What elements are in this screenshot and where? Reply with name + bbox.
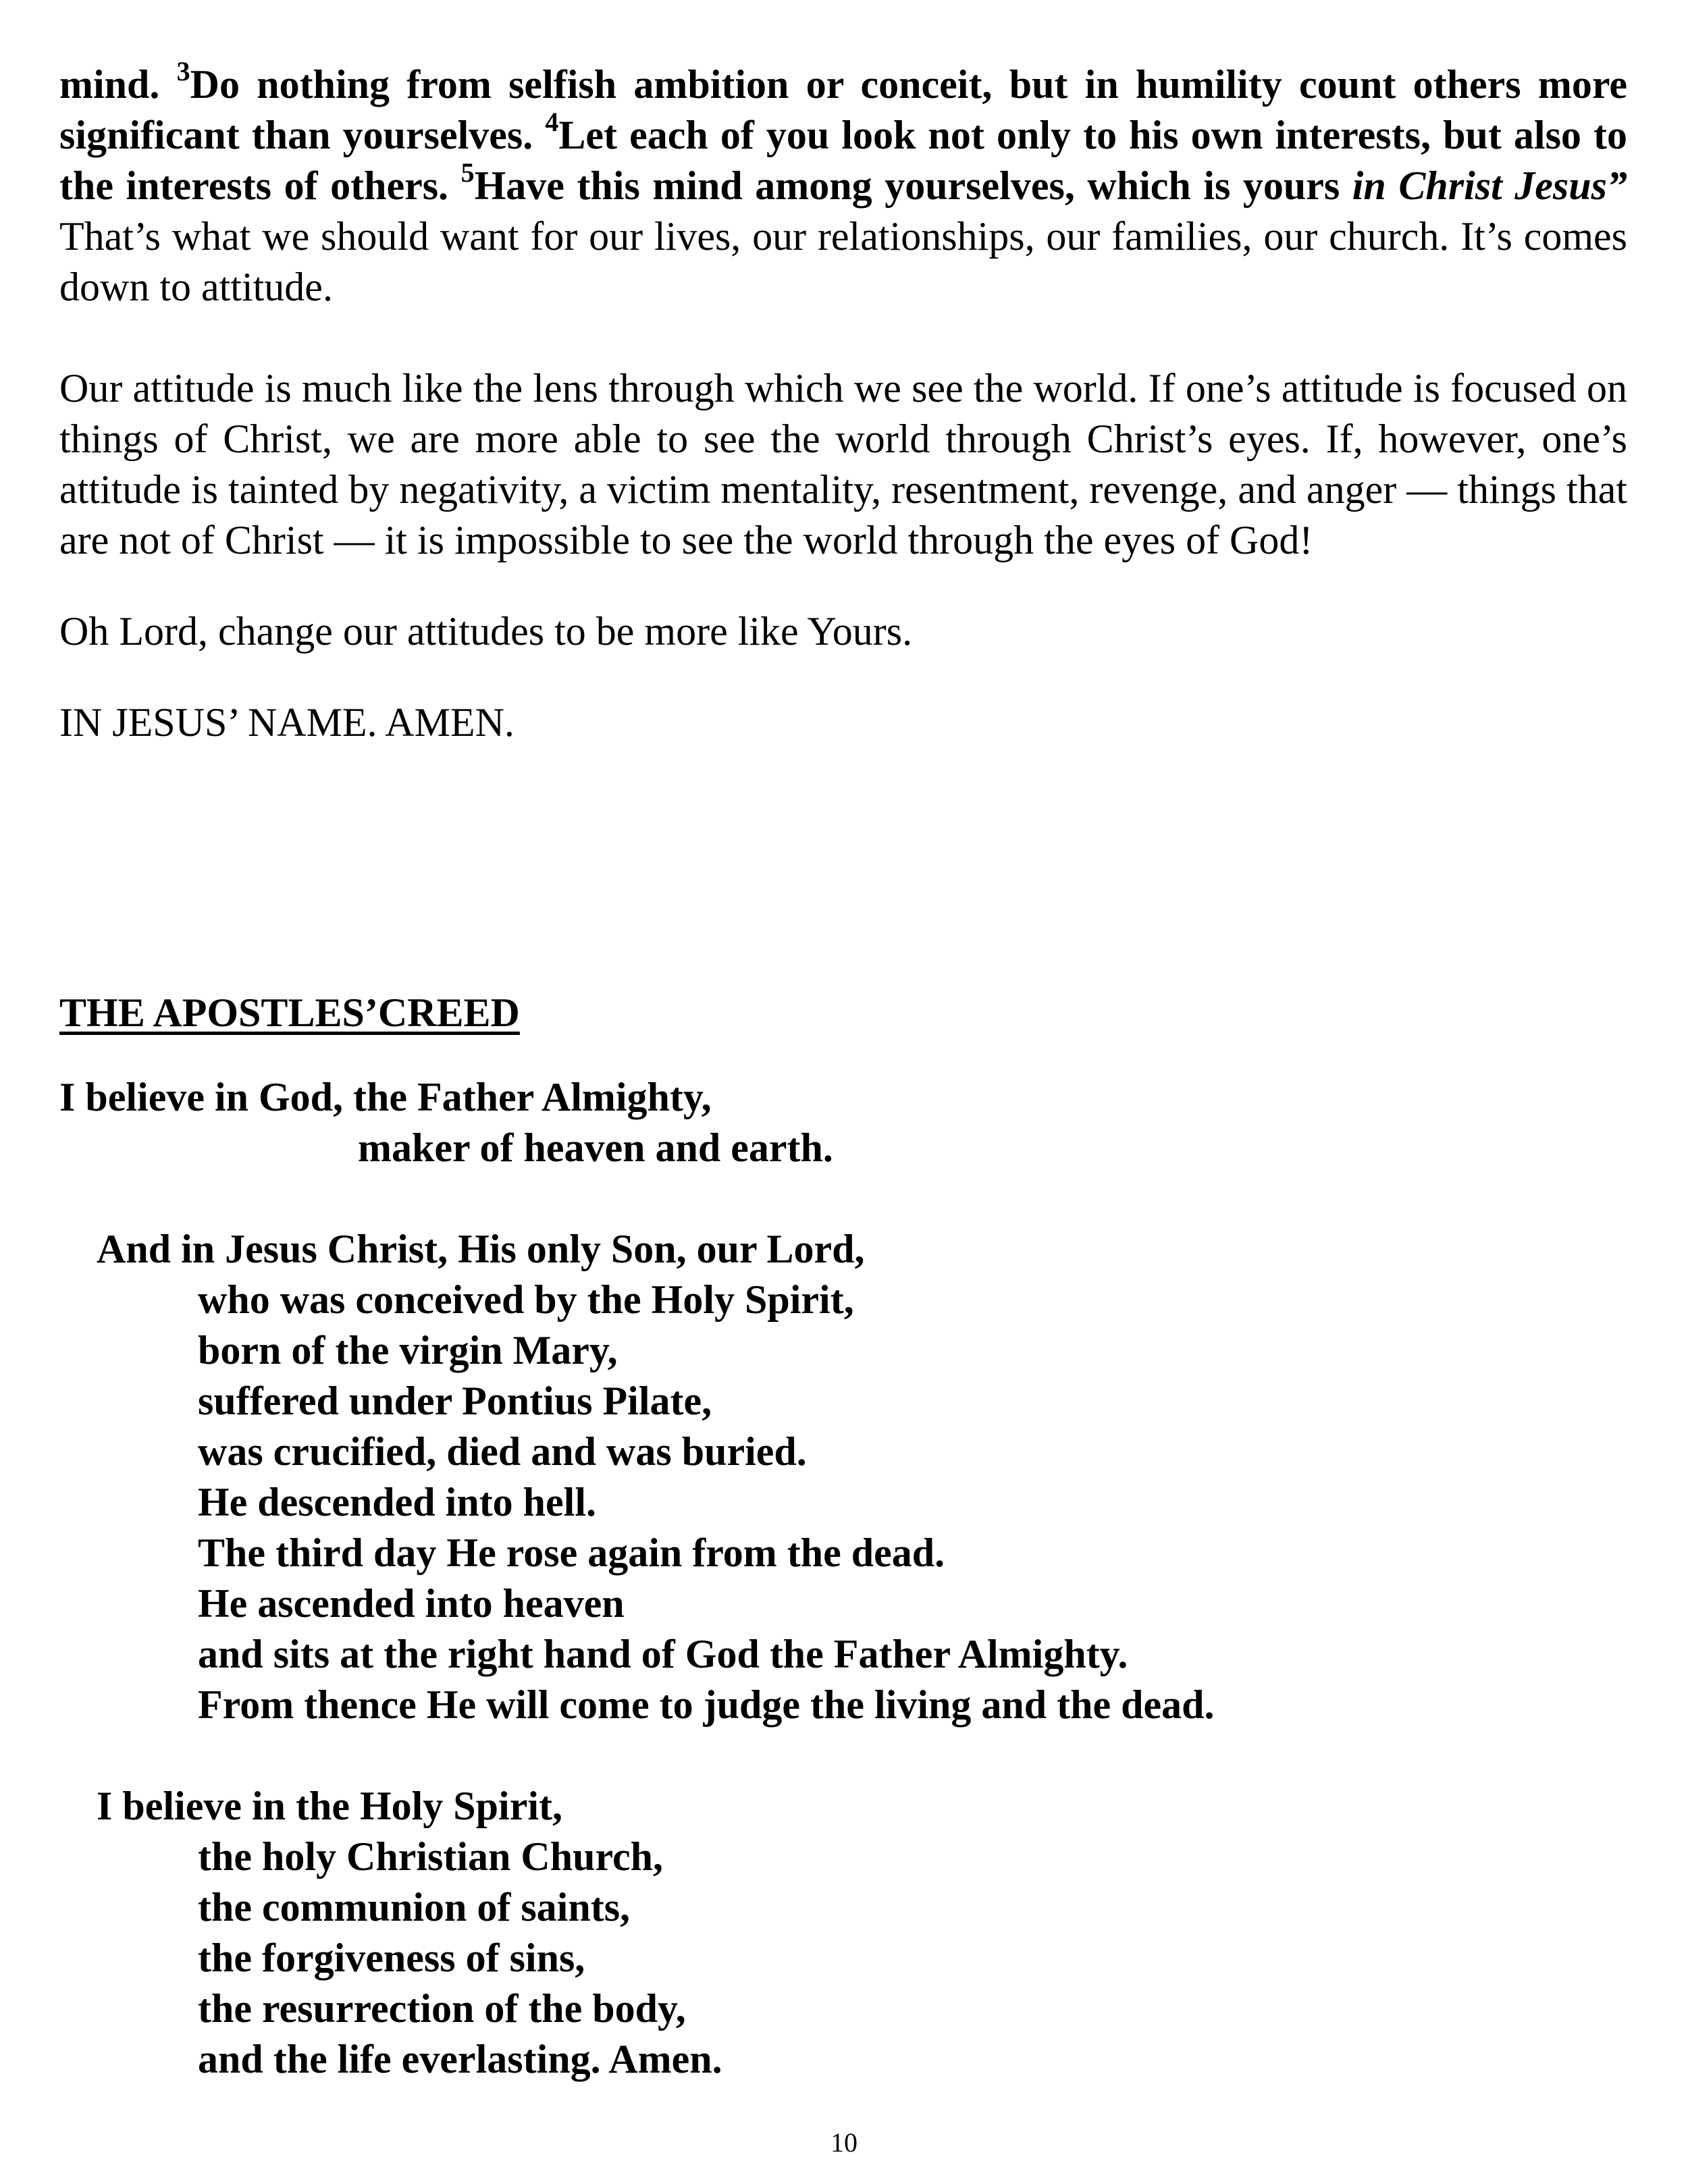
- scripture-text-start: mind.: [59, 62, 160, 107]
- creed-line: the communion of saints,: [198, 1885, 631, 1929]
- creed-line: the resurrection of the body,: [198, 1986, 686, 2031]
- creed-heading: THE APOSTLES’CREED: [59, 990, 520, 1035]
- verse-5-italic-text: in Christ Jesus”: [1352, 163, 1628, 208]
- reflection-text: That’s what we should want for our lives, our relationships, our families, our church. It’s comes down to attitude.: [59, 214, 1627, 309]
- scripture-paragraph: [59, 56, 1628, 313]
- creed-line: From thence He will come to judge the living and the dead.: [198, 1682, 1215, 1727]
- verse-number-3: 3: [176, 56, 190, 86]
- creed-line: The third day He rose again from the dead.: [198, 1530, 945, 1575]
- stanza-gap: [59, 1730, 1214, 1781]
- prayer-line: Oh Lord, change our attitudes to be more like Yours.: [59, 609, 913, 654]
- creed-line: I believe in God, the Father Almighty,: [59, 1075, 712, 1119]
- verse-5-text: Have this mind among yourselves, which is yours: [474, 163, 1340, 208]
- creed-line: I believe in the Holy Spirit,: [97, 1784, 562, 1828]
- creed-line: who was conceived by the Holy Spirit,: [198, 1277, 854, 1322]
- page-number: 10: [830, 2127, 858, 2158]
- lens-paragraph: Our attitude is much like the lens through which we see the world. If one’s attitude is focused on things of Christ, we are more able to see the world through Christ’s eyes. If, however, one’s attitude is tainted by negativity, a victim mentality, resentment, revenge, and anger — things that are not of Christ — it is impossible to see the world through the eyes of God!: [59, 366, 1627, 562]
- stanza-gap: [59, 1173, 1214, 1224]
- creed-line: suffered under Pontius Pilate,: [198, 1379, 712, 1423]
- creed-line: He descended into hell.: [198, 1480, 597, 1524]
- creed-text: [59, 1072, 1214, 2085]
- creed-line: maker of heaven and earth.: [358, 1125, 833, 1170]
- verse-3-text: Do nothing from selfish ambition or conceit, but in humility count others more significant than yourselves.: [59, 62, 1627, 157]
- creed-line: He ascended into heaven: [198, 1581, 625, 1626]
- verse-4-text: Let each of you look not only to his own interests, but also to the interests of others.: [59, 113, 1628, 208]
- closing-line: IN JESUS’ NAME. AMEN.: [59, 700, 515, 745]
- creed-line: and the life everlasting. Amen.: [198, 2037, 722, 2081]
- creed-line: the forgiveness of sins,: [198, 1936, 585, 1980]
- verse-number-5: 5: [460, 157, 475, 188]
- creed-line: was crucified, died and was buried.: [198, 1429, 807, 1474]
- creed-line: the holy Christian Church,: [198, 1834, 664, 1879]
- verse-number-4: 4: [545, 107, 559, 137]
- creed-line: and sits at the right hand of God the Father Almighty.: [198, 1632, 1128, 1676]
- page-body: [59, 56, 1628, 2081]
- creed-line: And in Jesus Christ, His only Son, our Lord,: [97, 1227, 865, 1271]
- creed-line: born of the virgin Mary,: [198, 1328, 618, 1373]
